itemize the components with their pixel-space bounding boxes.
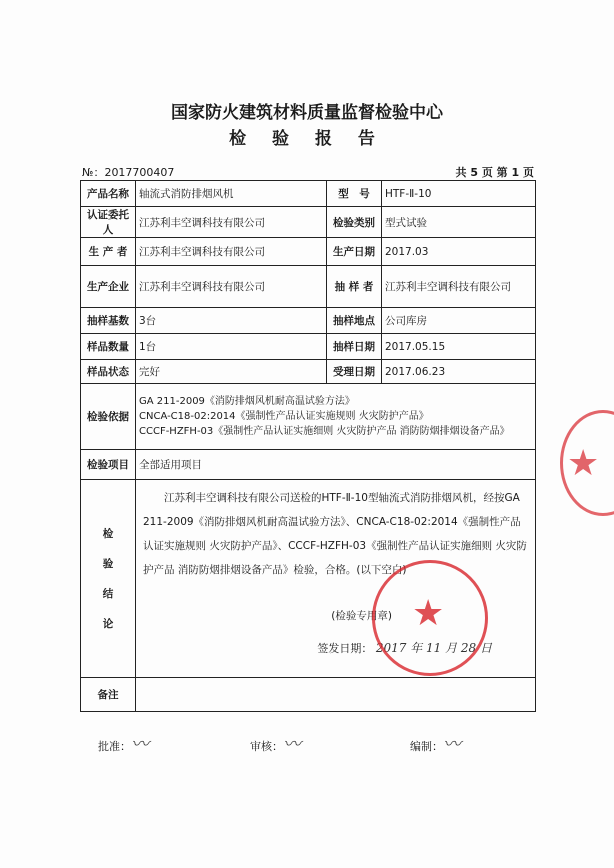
label: 型 号 [327, 181, 382, 207]
label: 检验类别 [327, 207, 382, 238]
label: 抽 样 者 [327, 266, 382, 308]
partial-stamp: ★ [560, 410, 614, 516]
issue-date: 2017 年 11 月 28 日 [375, 641, 492, 655]
label: 抽样地点 [327, 308, 382, 334]
stamp-note: (检验专用章) [331, 610, 392, 622]
label-char: 检 [102, 527, 114, 540]
basis-item: GA 211-2009《消防排烟风机耐高温试验方法》 [139, 396, 355, 407]
compile-signature: 编制：〰 [410, 734, 461, 755]
label-char: 论 [102, 617, 114, 630]
value: 型式试验 [382, 207, 536, 238]
label: 样品状态 [81, 360, 136, 384]
report-title: 检 验 报 告 [229, 129, 385, 149]
label: 样品数量 [81, 334, 136, 360]
value: 轴流式消防排烟风机 [136, 181, 327, 207]
basis-item: CNCA-C18-02:2014《强制性产品认证实施规则 火灾防护产品》 [139, 411, 429, 422]
org-title: 国家防火建筑材料质量监督检验中心 [171, 103, 443, 123]
review-signature: 审核：〰 [250, 734, 301, 755]
conclusion-text: 江苏利丰空调科技有限公司送检的HTF-Ⅱ-10型轴流式消防排烟风机，经按GA 211-2009《消防排烟风机耐高温试验方法》、CNCA-C18-02:2014《强制性产品认证实施规则 火灾防护产品》、CCCF-HZFH-03《强制性产品认证实施细则 火灾防护产品 消防防烟排烟设备产品》检验，合格。(以下空白) [143, 492, 527, 576]
value: 2017.05.15 [382, 334, 536, 360]
value: 全部适用项目 [136, 450, 536, 480]
value: 公司库房 [382, 308, 536, 334]
issue-date-label: 签发日期： [317, 642, 373, 655]
official-stamp: ★ [372, 560, 488, 676]
value: 江苏利丰空调科技有限公司 [136, 266, 327, 308]
approve-label: 批准： [98, 740, 131, 753]
label-char: 结 [102, 587, 114, 600]
page-count: 共 5 页 第 1 页 [455, 166, 534, 179]
remarks-value [136, 678, 536, 712]
value: 江苏利丰空调科技有限公司 [136, 238, 327, 266]
label: 受理日期 [327, 360, 382, 384]
value: 3台 [136, 308, 327, 334]
report-number: №：2017700407 [82, 166, 175, 179]
basis-list [136, 384, 536, 450]
approve-signature: 批准：〰 [98, 734, 149, 755]
value: HTF-Ⅱ-10 [382, 181, 536, 207]
compile-label: 编制： [410, 740, 443, 753]
label-char: 验 [102, 557, 114, 570]
value: 江苏利丰空调科技有限公司 [136, 207, 327, 238]
review-label: 审核： [250, 740, 283, 753]
value: 完好 [136, 360, 327, 384]
label: 生 产 者 [81, 238, 136, 266]
label: 抽样基数 [81, 308, 136, 334]
label: 抽样日期 [327, 334, 382, 360]
label: 检验项目 [81, 450, 136, 480]
value: 1台 [136, 334, 327, 360]
label: 检验依据 [81, 384, 136, 450]
label: 备注 [81, 678, 136, 712]
value: 2017.06.23 [382, 360, 536, 384]
value: 2017.03 [382, 238, 536, 266]
label: 认证委托人 [81, 207, 136, 238]
conclusion-label [81, 480, 136, 678]
value: 江苏利丰空调科技有限公司 [382, 266, 536, 308]
label: 产品名称 [81, 181, 136, 207]
basis-item: CCCF-HZFH-03《强制性产品认证实施细则 火灾防护产品 消防防烟排烟设备产品》 [139, 426, 510, 437]
label: 生产日期 [327, 238, 382, 266]
label: 生产企业 [81, 266, 136, 308]
